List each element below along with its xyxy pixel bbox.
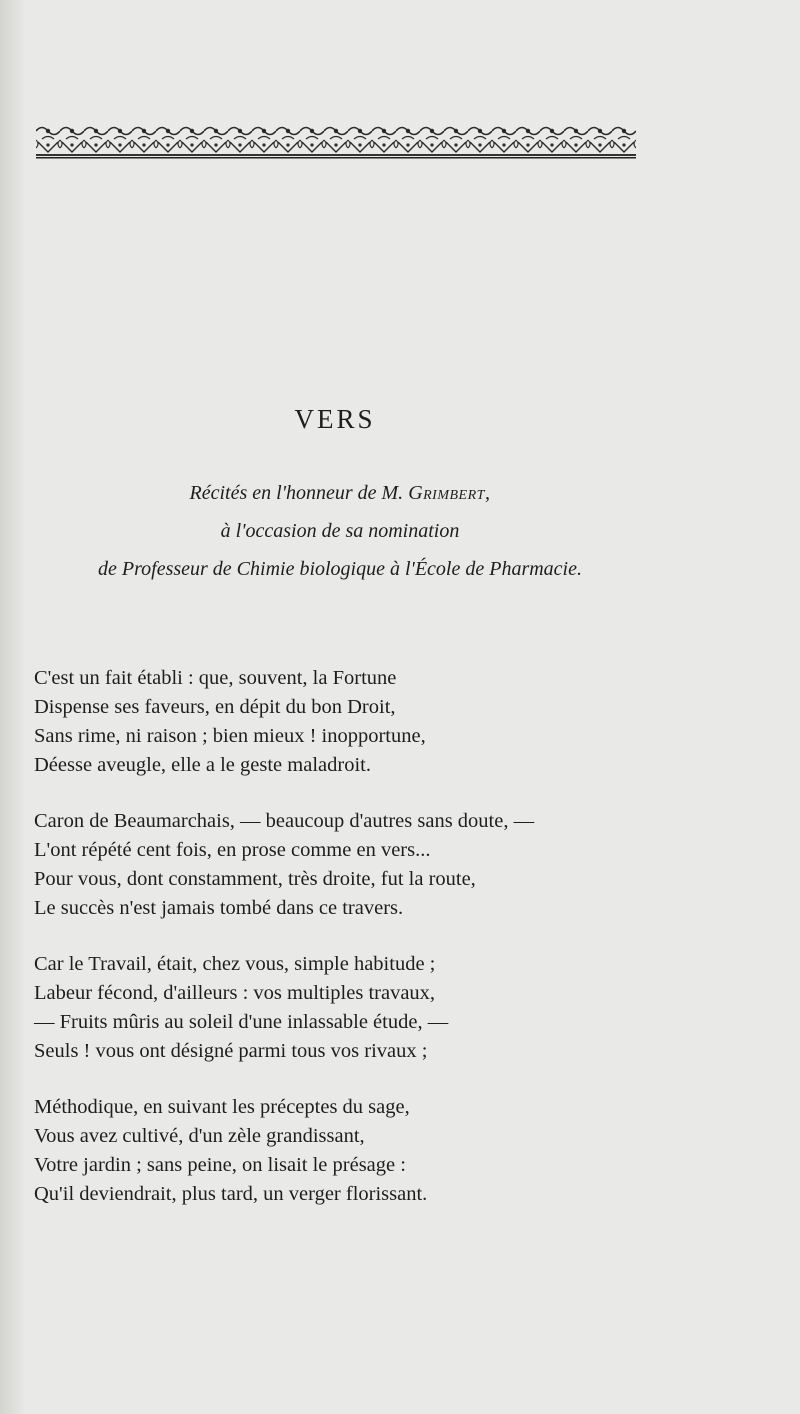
dedication-line-2: à l'occasion de sa nomination	[220, 520, 460, 542]
stanza-3	[34, 950, 654, 1066]
verse-line: Caron de Beaumarchais, — beaucoup d'autres sans doute, —	[34, 810, 535, 832]
verse-line: Sans rime, ni raison ; bien mieux ! inopportune,	[34, 725, 426, 747]
poem-title: VERS	[294, 404, 376, 434]
dedication-line-1	[40, 474, 640, 512]
dedication-line-1-text: Récités en l'honneur de M.	[189, 482, 409, 504]
dedication-line-3: de Professeur de Chimie biologique à l'École de Pharmacie.	[98, 558, 582, 580]
verse-line: C'est un fait établi : que, souvent, la Fortune	[34, 667, 397, 689]
stanza-1	[34, 664, 654, 780]
verse-line: Déesse aveugle, elle a le geste maladroit.	[34, 754, 371, 776]
verse-line: Méthodique, en suivant les préceptes du sage,	[34, 1096, 410, 1118]
poem-body	[34, 664, 654, 1236]
verse-line: Seuls ! vous ont désigné parmi tous vos rivaux ;	[34, 1040, 428, 1062]
verse-line: Dispense ses faveurs, en dépit du bon Droit,	[34, 696, 396, 718]
decorative-headpiece-ornament	[36, 122, 636, 160]
verse-line: Qu'il deviendrait, plus tard, un verger florissant.	[34, 1183, 428, 1205]
verse-line: Le succès n'est jamais tombé dans ce travers.	[34, 897, 404, 919]
verse-line: Votre jardin ; sans peine, on lisait le présage :	[34, 1154, 406, 1176]
verse-line: Vous avez cultivé, d'un zèle grandissant,	[34, 1125, 365, 1147]
stanza-4	[34, 1093, 654, 1209]
verse-line: Pour vous, dont constamment, très droite, fut la route,	[34, 868, 476, 890]
dedication	[40, 474, 640, 588]
page-edge-shadow	[0, 0, 26, 1414]
verse-line: Labeur fécond, d'ailleurs : vos multiples travaux,	[34, 982, 436, 1004]
stanza-2	[34, 807, 654, 923]
verse-line: Car le Travail, était, chez vous, simple habitude ;	[34, 953, 436, 975]
verse-line: — Fruits mûris au soleil d'une inlassable étude, —	[34, 1011, 449, 1033]
honoree-name: Grimbert,	[408, 482, 491, 504]
verse-line: L'ont répété cent fois, en prose comme en vers...	[34, 839, 431, 861]
